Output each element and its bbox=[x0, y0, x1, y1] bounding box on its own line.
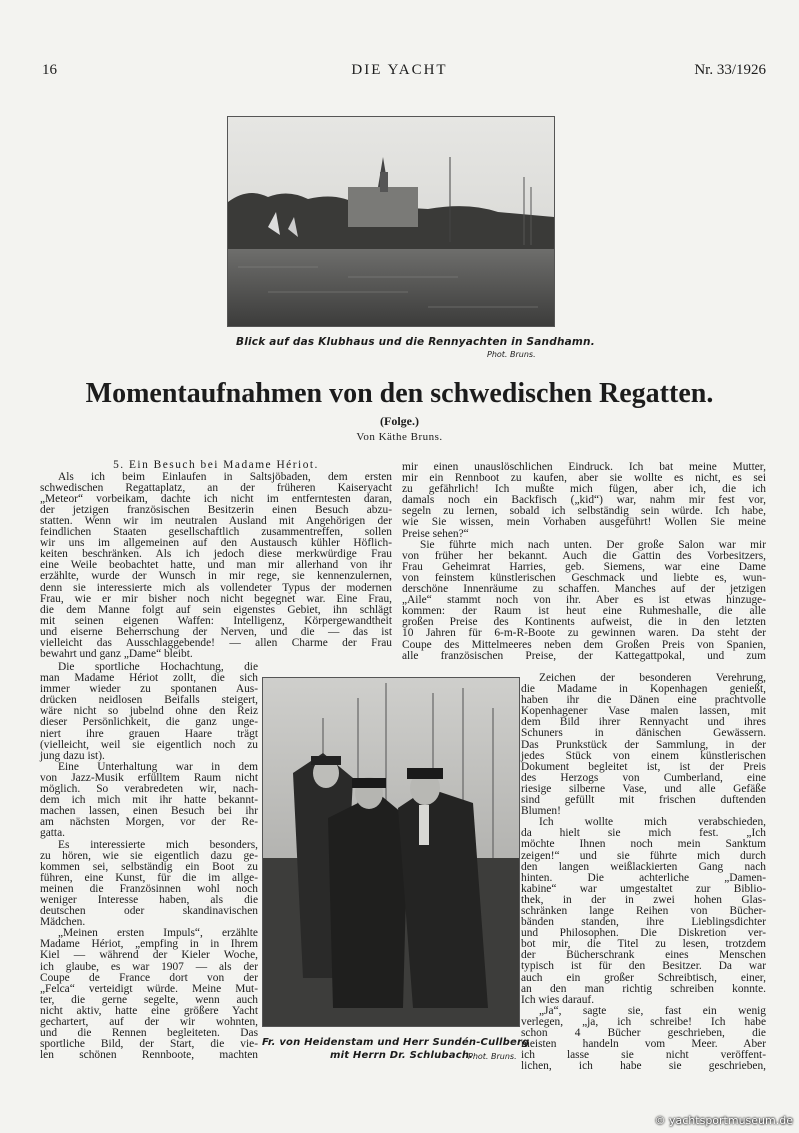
photo2-caption-line2: mit Herrn Dr. Schlubach. bbox=[330, 1050, 474, 1061]
text-line: haben ihr die Dänen eine prachtvolle bbox=[521, 694, 766, 707]
text-line: mit seinen eigenen Waffen: Intelligenz, Körpergewandtheit bbox=[40, 614, 392, 627]
text-line: ich glaube, es war 1907 — als der bbox=[40, 960, 258, 973]
column-right-bottom bbox=[521, 673, 766, 1072]
paragraph bbox=[40, 662, 258, 762]
text-line: immer wieder zu spontanen Aus- bbox=[40, 683, 258, 696]
text-line: nicht aktiv, hatte eine größere Yacht bbox=[40, 1004, 258, 1017]
text-line: an den man richtig schreiben konnte. bbox=[521, 982, 766, 995]
text-line: führen, eine Kunst, für die im allge- bbox=[40, 871, 258, 884]
text-line: der Bücherschrank eines Menschen bbox=[521, 949, 766, 962]
text-line: Mädchen. bbox=[40, 916, 86, 929]
text-line: und eiserne Beherrschung der Nerven, und die — das ist bbox=[40, 625, 392, 638]
text-line: „Meinen ersten Impuls“, erzählte bbox=[58, 927, 258, 940]
paragraph bbox=[521, 1006, 766, 1073]
text-line: Die sportliche Hochachtung, die bbox=[58, 661, 258, 673]
text-line: den langen weißlackierten Gang nach bbox=[521, 860, 766, 873]
text-line: lichen, ich habe sie geschrieben, bbox=[521, 1060, 766, 1073]
text-line: deutschen oder skandinavischen bbox=[40, 905, 258, 918]
text-line: bewahrt und ganz „Dame“ bleibt. bbox=[40, 648, 193, 661]
text-line: Als ich beim Einlaufen in Saltsjöbaden, dem ersten bbox=[58, 470, 392, 483]
text-line: niert ihre grauen Haare trägt bbox=[40, 727, 258, 740]
text-line: ich lasse sie nicht veröffent- bbox=[521, 1049, 766, 1062]
text-line: meisten handeln vom Meer. Aber bbox=[521, 1038, 766, 1051]
text-line: hinten. Die achterliche „Damen- bbox=[521, 871, 766, 884]
text-line: gechartert, auf der wir wohnten, bbox=[40, 1016, 258, 1028]
page-number: 16 bbox=[42, 62, 57, 78]
column-left-bottom bbox=[40, 662, 258, 1061]
paragraph bbox=[521, 817, 766, 1006]
paragraph bbox=[402, 540, 766, 662]
text-line: alle französischen Preise, der Kattegattpokal, und zum bbox=[402, 649, 766, 662]
text-line: von Jazz-Musik erfülltem Raum nicht bbox=[40, 771, 258, 784]
text-line: Es interessierte mich besonders, bbox=[58, 838, 258, 851]
text-line: Sie führte mich nach unten. Der große Salon war mir bbox=[420, 538, 766, 551]
text-line: thek, in der in zwei hohen Glas- bbox=[521, 893, 766, 906]
text-line: Blumen! bbox=[521, 805, 561, 818]
text-line: dieser Persönlichkeit, die ganz unge- bbox=[40, 716, 258, 729]
photo-clubhouse-regatta bbox=[227, 116, 555, 327]
text-line: riesige silberne Vase, und alle Gefäße bbox=[521, 782, 766, 795]
column-left-top bbox=[40, 460, 392, 660]
photo-three-men bbox=[262, 677, 520, 1027]
text-line: „Ja“, sagte sie, fast ein wenig bbox=[539, 1004, 766, 1017]
paragraph bbox=[402, 462, 766, 540]
text-line: Zeichen der besonderen Verehrung, bbox=[539, 672, 766, 684]
text-line: sind gefüllt mit frischen duftenden bbox=[521, 794, 766, 807]
photo2-credit: Phot. Bruns. bbox=[468, 1052, 517, 1061]
text-line: wäre nicht so jubelnd ohne den Reiz bbox=[40, 705, 258, 718]
text-line: Das Prunkstück der Sammlung, in der bbox=[521, 738, 766, 751]
article-title: Momentaufnahmen von den schwedischen Regatten. bbox=[85, 378, 714, 409]
text-line: möchte Ihnen noch mein Sanktum bbox=[521, 838, 766, 851]
article-byline: Von Käthe Bruns. bbox=[356, 431, 443, 443]
text-line: und die Rennen begleiteten. Das bbox=[40, 1027, 258, 1040]
text-line: zu hören, wie sie eigentlich dazu ge- bbox=[40, 849, 258, 862]
text-line: sportliche Bild, der Start, die vie- bbox=[40, 1038, 258, 1051]
text-line: feindlichen Staaten gesellschaftlich zusammentreffen, sollen bbox=[40, 526, 392, 539]
section-heading: 5. Ein Besuch bei Madame Hériot. bbox=[113, 459, 319, 471]
text-line: 10 Jahren für 6-m-R-Boote zu gewinnen waren. Da steht der bbox=[402, 627, 766, 640]
text-line: von früher her bekannt. Auch die Gattin des Vorbesitzers, bbox=[402, 549, 766, 562]
text-line: vielleicht das Ausschlaggebende! — allen Charme der Frau bbox=[40, 637, 392, 649]
photo1-caption: Blick auf das Klubhaus und die Rennyachten in Sandhamn. bbox=[236, 336, 595, 348]
text-line: wie Sie wissen, mein Vorhaben ausgeführt! Wollen Sie meine bbox=[402, 516, 766, 529]
text-line: Preise sehen?“ bbox=[402, 527, 469, 540]
text-line: Coupe de France dort von der bbox=[40, 971, 258, 984]
text-line: statten. Wenn wir im neutralen Ausland mit Angehörigen der bbox=[40, 514, 392, 527]
text-line: jung dazu ist). bbox=[40, 749, 105, 762]
text-line: man Madame Hériot zollt, die sich bbox=[40, 672, 258, 685]
text-line: segeln zu lernen, sobald ich selbständig sein würde. Ich habe, bbox=[402, 505, 766, 518]
text-line: damals noch ein Backfisch („kid“) war, nahm mir fest vor, bbox=[402, 494, 766, 507]
text-line: (vielleicht, weil sie eigentlich noch zu bbox=[40, 738, 258, 751]
paragraph bbox=[521, 673, 766, 817]
paragraph bbox=[40, 762, 258, 840]
text-line: schon 4 Bücher geschrieben, die bbox=[521, 1027, 766, 1039]
text-line: gatta. bbox=[40, 827, 65, 840]
text-line: Coupe des Mittelmeeres neben dem Großen Preis von Spanien, bbox=[402, 638, 766, 651]
text-line: Eine Unterhaltung war in dem bbox=[58, 760, 258, 773]
magazine-title: DIE YACHT bbox=[351, 62, 448, 78]
text-line: Kiel — während der Kieler Woche, bbox=[40, 949, 258, 962]
text-line: jedes Stück von einem künstlerischen bbox=[521, 749, 766, 762]
text-line: mir einen unauslöschlichen Eindruck. Ich bat meine Mutter, bbox=[402, 461, 766, 473]
text-line: auch ein großer Schreibtisch, einer, bbox=[521, 971, 766, 984]
text-line: zeigen!“ und sie führte mich durch bbox=[521, 849, 766, 862]
watermark: © yachtsportmuseum.de bbox=[654, 1114, 793, 1127]
three-men-photo-image bbox=[263, 678, 519, 1026]
text-line: drücken neidlosen Beifalls steigert, bbox=[40, 694, 258, 707]
text-line: bot mir, die Titel zu lesen, trotzdem bbox=[521, 938, 766, 951]
text-line: kabine“ war umgestaltet zur Biblio- bbox=[521, 882, 766, 895]
text-line: meinen die Französinnen wohl noch bbox=[40, 882, 258, 895]
text-line: dem Bild ihrer Rennyacht und ihres bbox=[521, 716, 766, 729]
text-line: typisch ist für den Besitzer. Da war bbox=[521, 960, 766, 973]
issue-number: Nr. 33/1926 bbox=[694, 62, 766, 78]
text-line: erzählte, wurde der Wunsch in mir rege, sie kennenzulernen, bbox=[40, 570, 392, 583]
text-line: Madame Hériot, „empfing in in Ihrem bbox=[40, 938, 258, 951]
text-line: Schuners in dänischen Gewässern. bbox=[521, 727, 766, 740]
text-line: Kopenhagener Vase malen lassen, mit bbox=[521, 705, 766, 718]
text-line: kommen: der Raum ist heut eine Ruhmeshalle, die alle bbox=[402, 605, 766, 618]
text-line: Ich wollte mich verabschieden, bbox=[539, 816, 766, 829]
text-line: mir ein Rennboot zu kaufen, aber sie wollte es nicht, es sei bbox=[402, 472, 766, 485]
text-line: bänden standen, ihre Lieblingsdichter bbox=[521, 916, 766, 929]
text-line: da hielt sie mich fest. „Ich bbox=[521, 827, 766, 840]
text-line: kommen sei, selbständig ein Boot zu bbox=[40, 860, 258, 873]
text-line: „Felca“ verteidigt würde. Meine Mut- bbox=[40, 982, 258, 995]
text-line: die dem Manne folgt auf sein eigenstes Gebiet, ihn schlägt bbox=[40, 603, 392, 616]
text-line: Ich wies darauf. bbox=[521, 993, 595, 1006]
text-line: „Aile“ stammt noch von ihr. Aber es ist etwas hinzuge- bbox=[402, 594, 766, 607]
text-line: len schönen Rennboote, machten bbox=[40, 1049, 258, 1062]
text-line: wir uns im allgemeinen auf den Austausch kühler Höflich- bbox=[40, 537, 392, 550]
text-line: „Meteor“ vorbeikam, dachte ich nicht im entferntesten daran, bbox=[40, 492, 392, 505]
text-line: denn sie interessierte mich als vollendeter Typus der modernen bbox=[40, 581, 392, 594]
text-line: die Madame in Kopenhagen genießt, bbox=[521, 683, 766, 696]
text-line: derschöne Innenräume zu schaffen. Manches auf der jetzigen bbox=[402, 583, 766, 596]
paragraph bbox=[40, 472, 392, 661]
column-right-top bbox=[402, 462, 766, 662]
text-line: und Philosophen. Die Diskretion ver- bbox=[521, 927, 766, 940]
text-line: schränken lange Reihen von Bücher- bbox=[521, 904, 766, 917]
text-line: großen Preise des Kontinents aufweist, die in den letzten bbox=[402, 616, 766, 629]
text-line: weniger Interesse haben, als die bbox=[40, 893, 258, 906]
paragraph bbox=[40, 840, 258, 929]
photo2-caption-line1: Fr. von Heidenstam und Herr Sundén-Cullberg bbox=[262, 1037, 530, 1048]
text-line: ter, die gerne segelte, wenn auch bbox=[40, 993, 258, 1006]
text-line: keiten beschränken. Als ich jedoch diese merkwürdige Frau bbox=[40, 548, 392, 561]
text-line: von feinstem künstlerischen Geschmack und liebte es, wun- bbox=[402, 571, 766, 584]
text-line: des Herzogs von Cumberland, eine bbox=[521, 771, 766, 784]
text-line: Dokument begleitet ist, ist der Preis bbox=[521, 760, 766, 773]
text-line: verlegen, „ja, ich schreibe! Ich habe bbox=[521, 1015, 766, 1028]
paragraph bbox=[40, 928, 258, 1061]
clubhouse-photo-image bbox=[228, 117, 554, 326]
text-line: Frau Geheimrat Harries, geb. Siemens, war eine Dame bbox=[402, 560, 766, 573]
text-line: Frau, wie er mir bisher noch nicht begegnet war. Eine Frau, bbox=[40, 592, 392, 605]
photo1-credit: Phot. Bruns. bbox=[487, 350, 536, 359]
text-line: am nächsten Morgen, vor der Re- bbox=[40, 816, 258, 829]
text-line: möglich. So verabredeten wir, nach- bbox=[40, 783, 258, 796]
text-line: machen lassen, einen Besuch bei ihr bbox=[40, 805, 258, 818]
text-line: schwedischen Regattaplatz, an der früheren Kaiseryacht bbox=[40, 481, 392, 494]
text-line: zu gefährlich! Ich mußte mich fügen, aber ich, die ich bbox=[402, 483, 766, 496]
text-line: dem ich mich mit ihr hatte bekannt- bbox=[40, 794, 258, 807]
article-subtitle: (Folge.) bbox=[380, 414, 419, 428]
text-line: der jetzigen französischen Besitzerin einen Besuch abzu- bbox=[40, 503, 392, 516]
text-line: eine Weile beobachtet hatte, und man mir allerhand von ihr bbox=[40, 559, 392, 572]
